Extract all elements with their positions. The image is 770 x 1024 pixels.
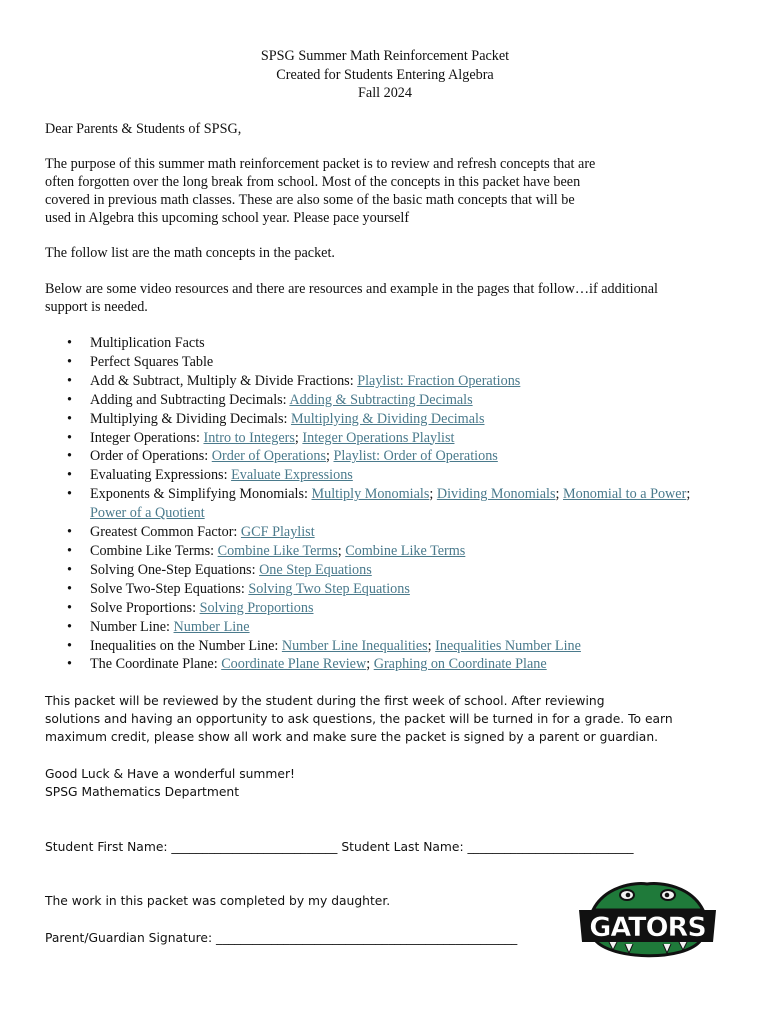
concept-item [45,334,725,353]
bullet-icon: • [67,410,72,427]
concept-item [45,599,725,618]
concept-label: Solve Proportions: [90,599,200,616]
video-link[interactable]: Intro to Integers [203,429,295,446]
resources-paragraph [45,280,745,316]
bullet-icon: • [67,467,72,484]
concept-item [45,466,725,485]
signature-line: Parent/Guardian Signature: _________________________________________________ [45,931,518,945]
concept-label: Number Line: [90,618,174,635]
bullet-icon: • [67,542,72,559]
concept-label: Inequalities on the Number Line: [90,637,282,654]
intro-line: often forgotten over the long break from school. Most of the concepts in this packet have been [45,174,581,190]
video-link[interactable]: Number Line Inequalities [281,637,428,654]
video-link[interactable]: Integer Operations Playlist [302,429,455,446]
bullet-icon: • [67,524,72,541]
bullet-icon: • [67,448,72,465]
link-separator: ; [326,448,334,465]
concept-label: Greatest Common Factor: [90,524,241,541]
closing-line: Good Luck & Have a wonderful summer! [45,767,295,781]
review-paragraph [45,692,725,746]
concept-item [45,429,725,448]
resources-line: Below are some video resources and there are resources and example in the pages that follow…if additional [45,281,658,297]
concept-item [45,372,725,391]
bullet-icon: • [67,391,72,408]
bullet-icon: • [67,637,72,654]
bullet-icon: • [67,580,72,597]
concept-label: Multiplication Facts [90,335,205,351]
gators-logo [575,880,720,964]
concept-label: The Coordinate Plane: [90,656,222,673]
video-link[interactable]: Order of Operations [211,448,326,465]
concept-item [45,391,725,410]
concept-item [45,485,725,523]
concept-item [45,561,725,580]
link-separator: ; [337,542,346,559]
intro-paragraph [45,155,725,227]
bullet-icon: • [67,353,72,370]
video-link[interactable]: Evaluate Expressions [231,467,353,484]
greeting [45,120,725,138]
review-line: This packet will be reviewed by the student during the first week of school. After reviewing [45,694,605,708]
bullet-icon: • [67,599,72,616]
concept-label: Adding and Subtracting Decimals: [90,391,290,408]
bullet-icon: • [67,372,72,389]
concept-item [45,523,725,542]
video-link[interactable]: Monomial to a Power [562,486,687,503]
concept-item [45,618,725,637]
concept-label: Multiplying & Dividing Decimals: [90,410,291,427]
concept-label: Integer Operations: [90,429,204,446]
student-name-line: Student First Name: ___________________________ Student Last Name: ___________________________ [45,840,634,854]
concept-label: Solve Two-Step Equations: [90,580,249,597]
concept-item [45,353,725,372]
intro-line: covered in previous math classes. These are also some of the basic math concepts that will be [45,192,575,208]
header-title: SPSG Summer Math Reinforcement Packet [260,48,510,64]
intro-line: used in Algebra this upcoming school year. Please pace yourself [45,210,410,226]
video-link[interactable]: Playlist: Order of Operations [333,448,498,465]
concept-item [45,580,725,599]
resources-line: support is needed. [45,299,148,315]
video-link[interactable]: Dividing Monomials [436,486,556,503]
concept-label: Perfect Squares Table [90,353,214,370]
gator-head-shape [593,884,703,910]
video-link[interactable]: Inequalities Number Line [435,637,581,654]
list-intro [45,244,725,262]
video-link[interactable]: Multiply Monomials [311,486,430,503]
link-separator: ; [427,637,436,654]
link-separator: ; [429,486,437,503]
video-link[interactable]: Graphing on Coordinate Plane [373,656,547,673]
bullet-icon: • [67,486,72,503]
video-link[interactable]: Combine Like Terms [217,542,338,559]
video-link[interactable]: One Step Equations [259,561,372,578]
gators-logo-text: GATORS [589,912,706,943]
review-line: maximum credit, please show all work and make sure the packet is signed by a parent or guardian. [45,730,659,744]
video-link[interactable]: Solving Two Step Equations [248,580,410,597]
closing [45,765,725,801]
concept-item [45,542,725,561]
header-subtitle: Created for Students Entering Algebra [276,66,494,83]
video-link[interactable]: Power of a Quotient [90,505,205,522]
concept-label: Evaluating Expressions: [90,467,232,484]
concept-item [45,410,725,429]
bullet-icon: • [67,429,72,446]
concept-item [45,655,725,674]
bullet-icon: • [67,618,72,635]
review-line: solutions and having an opportunity to ask questions, the packet will be turned in for a grade. To earn [45,712,673,726]
link-separator: ; [686,486,691,503]
video-link[interactable]: Adding & Subtracting Decimals [289,391,473,408]
video-link[interactable]: Number Line [173,618,250,635]
bullet-icon: • [67,656,72,673]
link-separator: ; [366,656,374,673]
video-link[interactable]: Combine Like Terms [345,542,466,559]
video-link[interactable]: Solving Proportions [199,599,314,616]
concept-label: Combine Like Terms: [90,542,218,559]
student-name-fields [45,838,725,856]
link-separator: ; [294,429,303,446]
intro-line: The purpose of this summer math reinforcement packet is to review and refresh concepts that are [45,156,596,172]
signature-field [45,929,575,947]
concept-label: Exponents & Simplifying Monomials: [90,486,312,503]
video-link[interactable]: Multiplying & Dividing Decimals [290,410,485,427]
department-name: SPSG Mathematics Department [45,785,240,799]
link-separator: ; [555,486,563,503]
list-intro-text: The follow list are the math concepts in the packet. [45,245,335,261]
concept-item [45,447,725,466]
document-header [0,47,770,103]
concept-label: Solving One-Step Equations: [90,561,260,578]
concept-label: Add & Subtract, Multiply & Divide Fractions: [90,372,358,389]
header-term: Fall 2024 [358,85,412,101]
concept-item [45,637,725,656]
bullet-icon: • [67,335,72,351]
concept-label: Order of Operations: [90,448,212,465]
video-link[interactable]: Coordinate Plane Review [221,656,367,673]
video-link[interactable]: Playlist: Fraction Operations [357,372,521,389]
concept-list [45,334,725,674]
greeting-text: Dear Parents & Students of SPSG, [45,121,242,137]
video-link[interactable]: GCF Playlist [240,524,315,541]
work-statement-text: The work in this packet was completed by my daughter. [45,894,391,908]
bullet-icon: • [67,561,72,578]
